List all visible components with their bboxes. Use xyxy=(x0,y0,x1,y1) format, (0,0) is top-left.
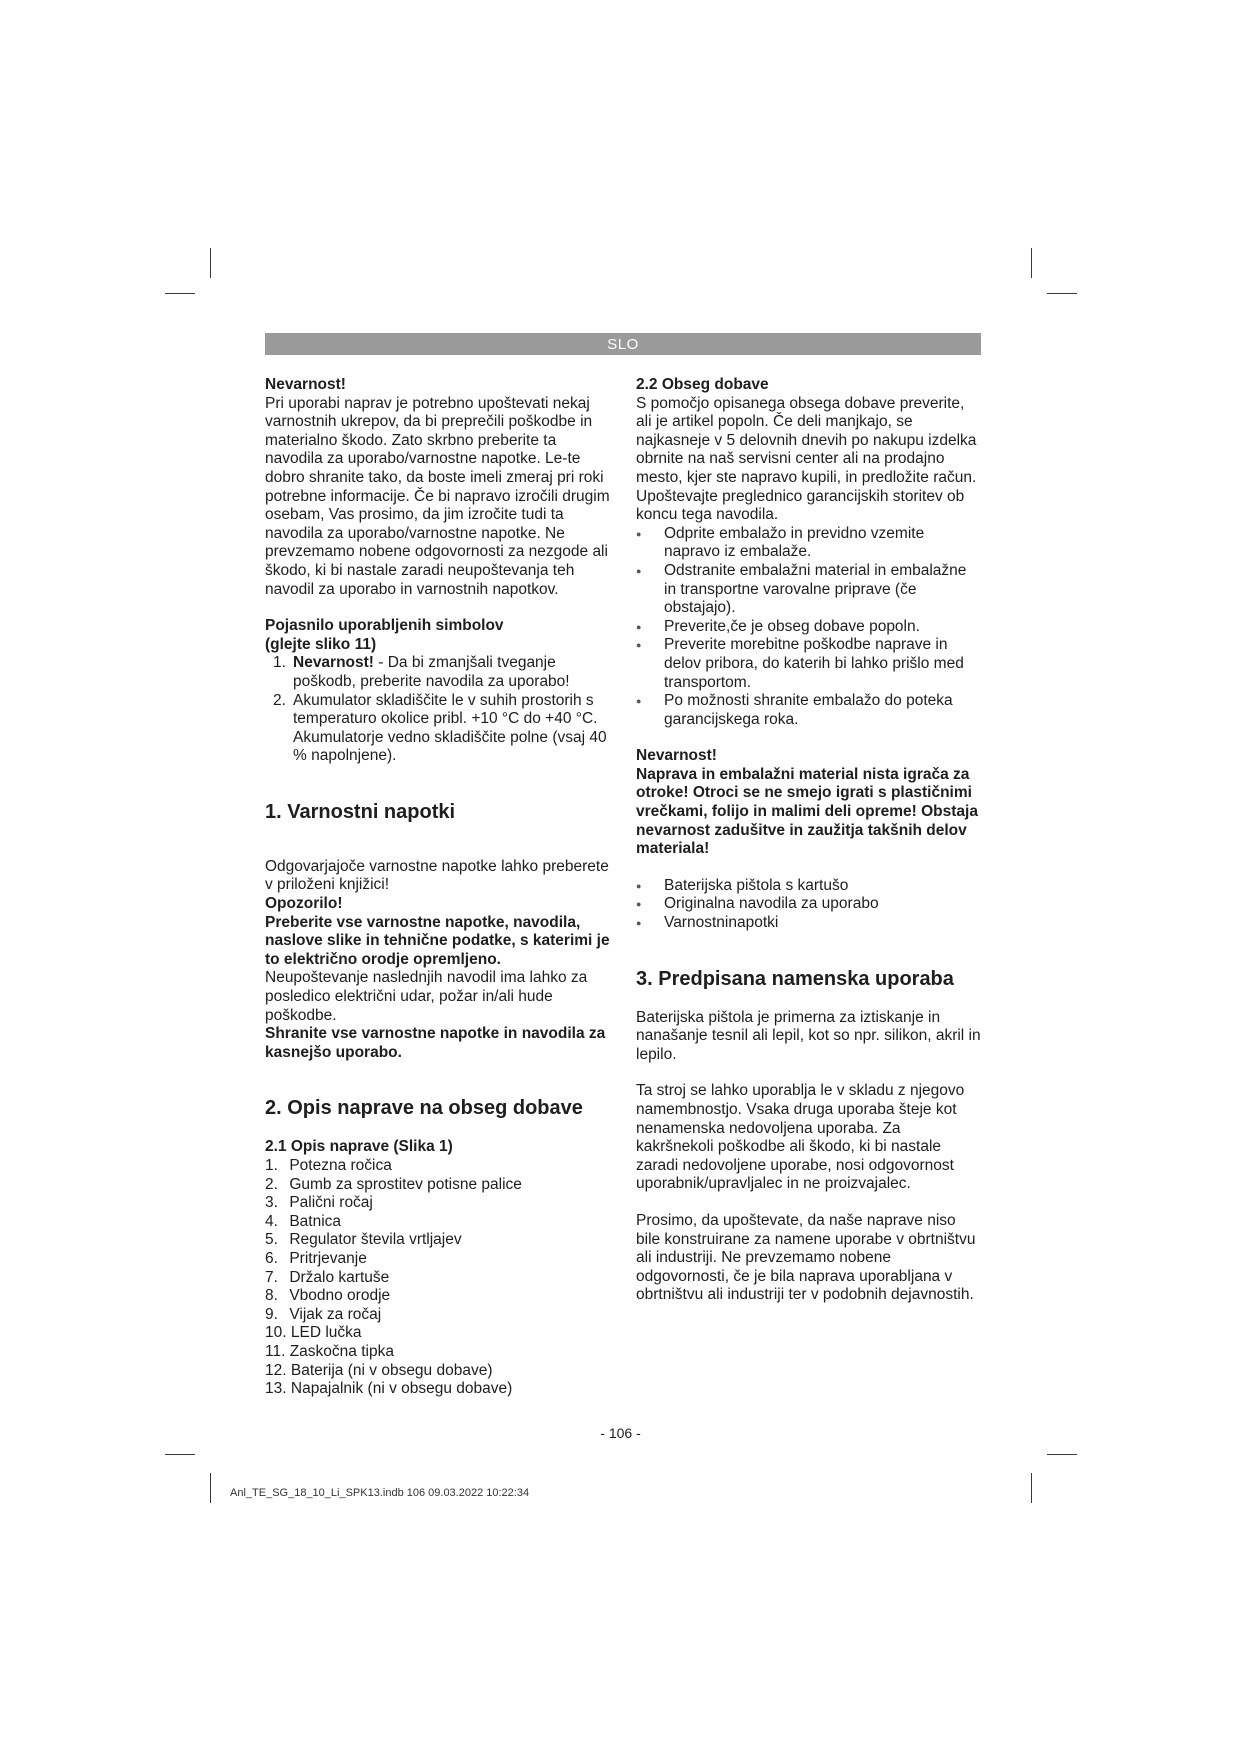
list-item: 6. Pritrjevanje xyxy=(265,1249,367,1267)
crop-mark xyxy=(210,248,211,278)
section-heading: 2. Opis naprave na obseg dobave xyxy=(265,1097,583,1120)
right-column xyxy=(636,376,981,1305)
list-item: ● Odstranite embalažni material in embalažne in transportne varovalne priprave (če obstajajo). xyxy=(636,562,981,618)
list-item: ● Odprite embalažo in previdno vzemite napravo iz embalaže. xyxy=(636,525,981,562)
caution-title: Opozorilo! xyxy=(265,895,343,913)
crop-mark xyxy=(1047,1454,1077,1455)
crop-mark xyxy=(165,1454,195,1455)
caution-bold-text: Preberite vse varnostne napotke, navodila, naslove slike in tehnične podatke, s katerimi je to električno orodje opremljeno. xyxy=(265,913,610,968)
left-column xyxy=(265,376,610,1399)
delivery-list xyxy=(636,877,981,933)
warning-title: Nevarnost! xyxy=(265,376,346,393)
list-item: ● Varnostninapotki xyxy=(636,914,981,933)
list-item: 8. Vbodno orodje xyxy=(265,1287,391,1305)
paragraph: Odgovarjajoče varnostne napotke lahko preberete v priloženi knjižici! xyxy=(265,857,609,894)
page-number: - 106 - xyxy=(600,1425,641,1441)
list-item: 9. Vijak za ročaj xyxy=(265,1305,382,1323)
caution-text: Neupoštevanje naslednjih navodil ima lahko za posledico električni udar, požar in/ali hude poškodbe. xyxy=(265,969,588,1024)
list-item: ● Po možnosti shranite embalažo do poteka garancijskega roka. xyxy=(636,692,981,729)
keep-instructions: Shranite vse varnostne napotke in navodila za kasnejšo uporabo. xyxy=(265,1025,606,1061)
paragraph: Prosimo, da upoštevate, da naše naprave niso bile konstruirane za namene uporabe v obrtništvu ali industriji. Ne prevzemamo nobene odgovornosti, če je bila naprava uporabljana v obrtništvu ali industriji ter v podobnih dejavnostih. xyxy=(636,1211,976,1304)
crop-mark xyxy=(210,1473,211,1503)
paragraph: Baterijska pištola je primerna za iztiskanje in nanašanje tesnil ali lepil, kot so npr. silikon, akril in lepilo. xyxy=(636,1008,981,1063)
list-item: ● Preverite,če je obseg dobave popoln. xyxy=(636,618,981,637)
list-item: 7. Držalo kartuše xyxy=(265,1268,390,1286)
unpacking-checklist xyxy=(636,525,981,730)
list-item: 1. Potezna ročica xyxy=(265,1157,392,1174)
list-item: 13. Napajalnik (ni v obsegu dobave) xyxy=(265,1380,513,1398)
list-item: ● Preverite morebitne poškodbe naprave in delov pribora, do katerih bi lahko prišlo med transportom. xyxy=(636,636,981,692)
list-item: 10. LED lučka xyxy=(265,1324,362,1342)
crop-mark xyxy=(165,293,195,294)
list-item: 12. Baterija (ni v obsegu dobave) xyxy=(265,1361,493,1379)
crop-mark xyxy=(1031,248,1032,278)
section-heading: 3. Predpisana namenska uporaba xyxy=(636,967,954,990)
warning-title: Nevarnost! xyxy=(636,747,717,765)
list-item: 5. Regulator števila vrtljajev xyxy=(265,1231,462,1249)
print-file-info: Anl_TE_SG_18_10_Li_SPK13.indb 106 09.03.2022 10:22:34 xyxy=(230,1487,530,1499)
section-heading: 1. Varnostni napotki xyxy=(265,800,456,823)
paragraph: Ta stroj se lahko uporablja le v skladu z njegovo namembnostjo. Vsaka druga uporaba šteje kot nenamenska nedovoljena uporaba. Za kakršnekoli poškodbe ali škodo, ki bi nastale zaradi nedovoljene uporabe, nosi odgovornost uporabnik/upravljalec in ne proizvajalec. xyxy=(636,1082,965,1193)
list-item: 2. Akumulator skladiščite le v suhih prostorih s temperaturo okolice pribl. +10 °C do +40 °C. Akumulatorje vedno skladiščite polne (vsaj 40 % napolnjene). xyxy=(273,691,607,765)
list-item: 1. Nevarnost! - Da bi zmanjšali tveganje poškodb, preberite navodila za uporabo! xyxy=(273,654,570,690)
symbols-title: Pojasnilo uporabljenih simbolov xyxy=(265,617,504,635)
language-header-bar xyxy=(265,333,981,355)
warning-bold-text: Naprava in embalažni material nista igrača za otroke! Otroci se ne smejo igrati s plastičnimi vrečkami, folijo in malimi deli opreme! Obstaja nevarnost zadušitve in zaužitja takšnih delov materiala! xyxy=(636,765,978,858)
list-item: 11. Zaskočna tipka xyxy=(265,1342,394,1360)
list-item: 4. Batnica xyxy=(265,1212,342,1230)
crop-mark xyxy=(1031,1473,1032,1503)
subsection-title: 2.1 Opis naprave (Slika 1) xyxy=(265,1138,453,1156)
crop-mark xyxy=(1047,293,1077,294)
list-item: 3. Palični ročaj xyxy=(265,1194,373,1212)
symbols-subtitle: (glejte sliko 11) xyxy=(265,635,377,653)
symbols-list xyxy=(265,654,610,766)
parts-list xyxy=(265,1157,610,1399)
paragraph: S pomočjo opisanega obsega dobave preverite, ali je artikel popoln. Če deli manjkajo, se najkasneje v 5 delovnih dnevih po nakupu izdelka obrnite na naš servisni center ali na prodajno mesto, kjer ste napravo kupili, in predložite račun. Upoštevajte preglednico garancijskih storitev ob koncu tega navodila. xyxy=(636,394,977,524)
subsection-title: 2.2 Obseg dobave xyxy=(636,376,769,393)
language-label: SLO xyxy=(607,335,639,353)
list-item: 2. Gumb za sprostitev potisne palice xyxy=(265,1175,522,1193)
list-item: ● Baterijska pištola s kartušo xyxy=(636,877,981,896)
list-item: ● Originalna navodila za uporabo xyxy=(636,895,981,914)
warning-text: Pri uporabi naprav je potrebno upoštevati nekaj varnostnih ukrepov, da bi preprečili poškodbe in materialno škodo. Zato skrbno preberite ta navodila za uporabo/varnostne napotke. Le-te dobro shranite tako, da boste imeli zmeraj pri roki potrebne informacije. Če bi napravo izročili drugim osebam, Vas prosimo, da jim izročite tudi ta navodila za uporabo/varnostne napotke. Ne prevzemamo nobene odgovornosti za nezgode ali škodo, ki bi nastale zaradi neupoštevanja teh navodil za uporabo in varnostnih napotkov. xyxy=(265,394,610,598)
